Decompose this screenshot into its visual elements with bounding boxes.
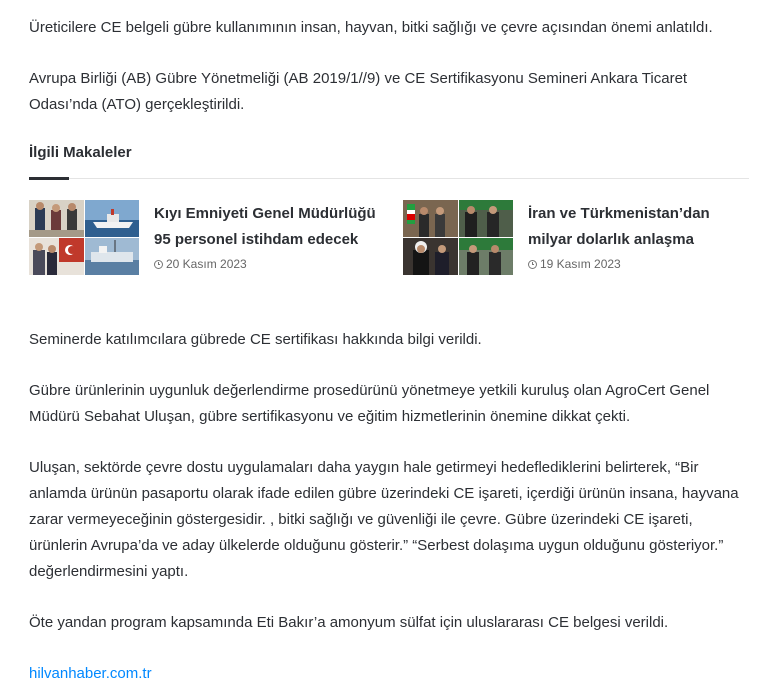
article-paragraph: Öte yandan program kapsamında Eti Bakır’a amonyum sülfat için uluslararası CE belgesi verildi. bbox=[29, 614, 669, 631]
article-paragraph: Gübre ürünlerinin uygunluk değerlendirme prosedürünü yönetmeye yetkili kuruluş olan AgroCert Genel Müdürü Sebahat Uluşan, gübre sertifikasyonu ve eğitim hizmetlerinin önemine dikkat çekti. bbox=[29, 382, 710, 425]
source-link[interactable]: hilvanhaber.com.tr bbox=[29, 665, 152, 682]
related-article-date bbox=[154, 256, 247, 272]
thumbnail-photo bbox=[403, 200, 458, 237]
thumbnail-photo bbox=[459, 200, 514, 237]
thumbnail-photo bbox=[85, 238, 140, 275]
related-article-date-text: 20 Kasım 2023 bbox=[166, 257, 247, 271]
article-paragraph: Üreticilere CE belgeli gübre kullanımının insan, hayvan, bitki sağlığı ve çevre açısından önemi anlatıldı. bbox=[29, 19, 713, 36]
article-paragraph: Uluşan, sektörde çevre dostu uygulamaları daha yaygın hale getirmeyi hedeflediklerini belirterek, “Bir anlamda ürünün pasaportu olarak ifade edilen gübre üzerindeki CE işareti, içerdiği ürünün insana, hayvana zarar vermeyeceğinin göstergesidir. , bitki sağlığı ve güvenliği ile çevre. Gübre üzerindeki CE işareti, ürünlerin Avrupa’da ve aday ülkelerde olduğunu gösterir.” “Serbest dolaşıma uygun olduğunu gösteriyor.” değerlendirmesini yaptı. bbox=[29, 459, 739, 580]
related-article-date bbox=[528, 256, 621, 272]
related-article-thumbnail[interactable] bbox=[403, 200, 513, 275]
related-article-thumbnail[interactable] bbox=[29, 200, 139, 275]
related-article-card[interactable] bbox=[29, 200, 379, 276]
thumbnail-photo bbox=[85, 200, 140, 237]
related-article-card[interactable] bbox=[403, 200, 753, 276]
related-article-title[interactable]: İran ve Türkmenistan’dan milyar dolarlık anlaşma bbox=[528, 205, 710, 248]
thumbnail-photo bbox=[403, 238, 458, 275]
article-paragraph: Seminerde katılımcılara gübrede CE sertifikası hakkında bilgi verildi. bbox=[29, 331, 482, 348]
related-divider-accent bbox=[29, 177, 69, 180]
clock-icon bbox=[528, 260, 537, 269]
thumbnail-photo bbox=[459, 238, 514, 275]
thumbnail-photo bbox=[29, 238, 84, 275]
related-article-title[interactable]: Kıyı Emniyeti Genel Müdürlüğü 95 personel istihdam edecek bbox=[154, 205, 376, 248]
related-article-date-text: 19 Kasım 2023 bbox=[540, 257, 621, 271]
clock-icon bbox=[154, 260, 163, 269]
thumbnail-photo bbox=[29, 200, 84, 237]
related-articles-heading: İlgili Makaleler bbox=[29, 144, 132, 161]
article-paragraph: Avrupa Birliği (AB) Gübre Yönetmeliği (AB 2019/1//9) ve CE Sertifikasyonu Semineri Ankara Ticaret Odası’nda (ATO) gerçekleştirildi. bbox=[29, 70, 688, 113]
related-divider bbox=[29, 178, 749, 179]
